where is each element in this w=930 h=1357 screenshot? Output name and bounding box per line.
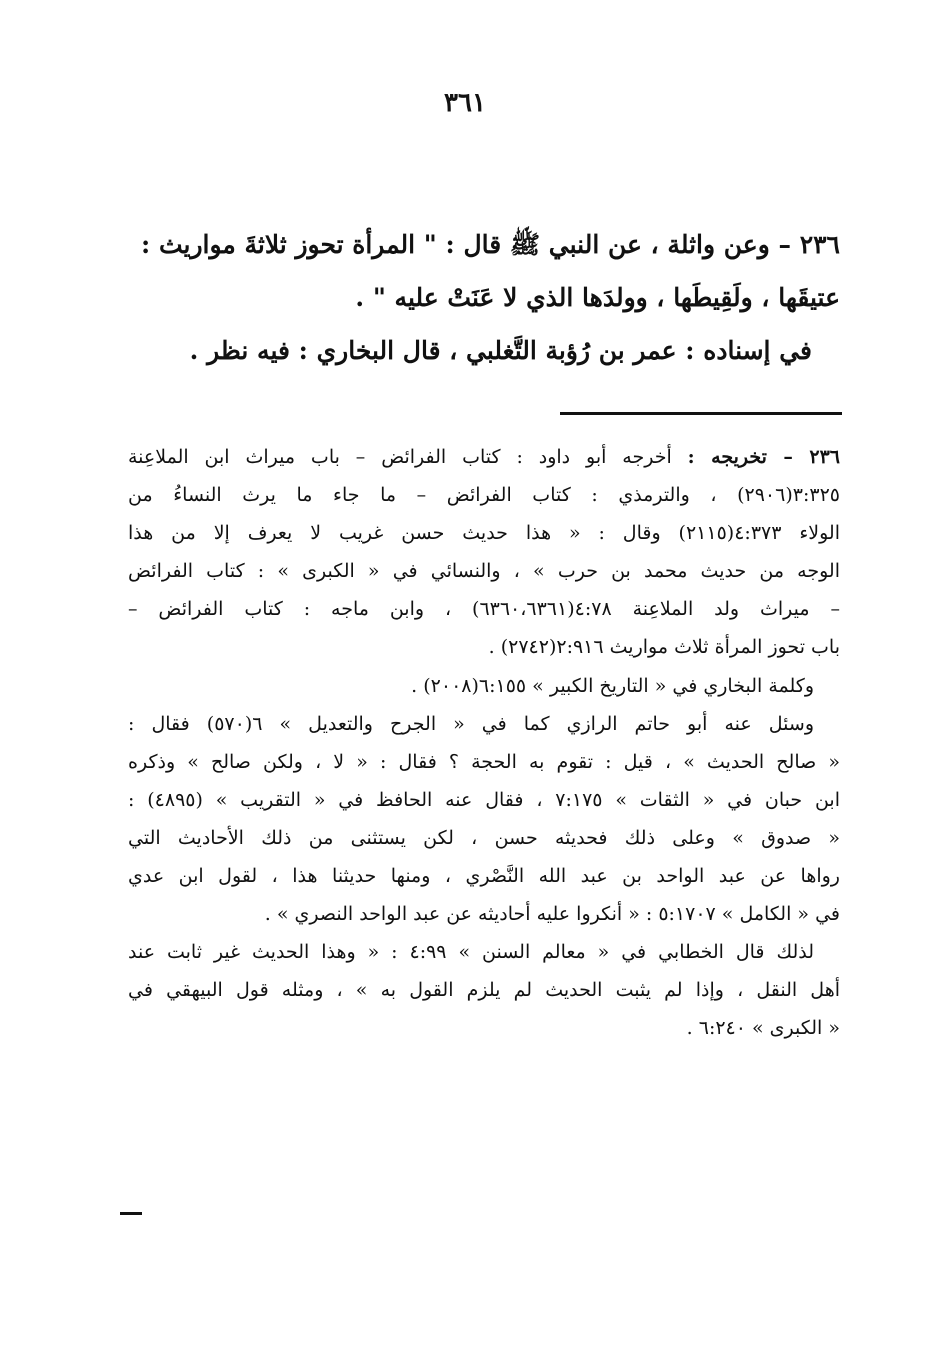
footnote-line: باب تحوز المرأة ثلاث مواريث ٢:٩١٦(٢٧٤٢) . — [488, 636, 840, 659]
footnote-line: ابن حبان في « الثقات » ٧:١٧٥ ، فقال عنه الحافظ في « التقريب » (٤٨٩٥) : — [128, 788, 840, 811]
footnote-label: ٢٣٦ – تخريجه : — [687, 446, 840, 468]
footnote-line: في « الكامل » ٥:١٧٠٧ : « أنكروا عليه أحاديثه عن عبد الواحد النصري » . — [264, 903, 840, 926]
continuation-mark — [120, 1212, 142, 1215]
footnote-line: الوجه من حديث محمد بن حرب » ، والنسائي في « الكبرى » : كتاب الفرائض — [128, 560, 840, 583]
footnote-line: – ميراث ولد الملاعِنة ٤:٧٨(٦٣٦٠،٦٣٦١) ، وابن ماجه : كتاب الفرائض – — [128, 598, 840, 621]
footnote-line: وكلمة البخاري في « التاريخ الكبير » ٦:١٥٥(٢٠٠٨) . — [411, 674, 814, 697]
footnote-line: أهل النقل ، وإذا لم يثبت الحديث لم يلزم القول به » ، ومثله قول البيهقي في — [128, 979, 840, 1002]
footnote-line: « الكبرى » ٦:٢٤٠ . — [686, 1017, 840, 1040]
footnote-line: لذلك قال الخطابي في « معالم السنن » ٤:٩٩ : « وهذا الحديث غير ثابت عند — [128, 941, 815, 964]
page-number: ٣٦١ — [444, 88, 486, 118]
footnote-line — [128, 438, 840, 476]
footnote-line: ٣:٣٢٥(٢٩٠٦) ، والترمذي : كتاب الفرائض – ما جاء ما يرث النساءُ من — [128, 484, 840, 507]
hadith-line: ٢٣٦ – وعن واثلة ، عن النبي ﷺ قال : " المرأة تحوز ثلاثةَ مواريث : — [141, 230, 840, 259]
footnote-text: أخرجه أبو داود : كتاب الفرائض – باب ميراث ابن الملاعِنة — [128, 446, 688, 468]
footnote-line: الولاء ٤:٣٧٣(٢١١٥) وقال : « هذا حديث حسن غريب لا يعرف إلا من هذا — [128, 522, 840, 545]
footnote-line: وسئل عنه أبو حاتم الرازي كما في « الجرح والتعديل » ٦(٥٧٠) فقال : — [128, 712, 815, 735]
footnote-line: رواها عن عبد الواحد بن عبد الله النَّصْري ، ومنها حديثنا هذا ، لقول ابن عدي — [128, 865, 840, 888]
footnote-line: « صدوق » وعلى ذلك فحديثه حسن ، لكن يستثنى من ذلك الأحاديث التي — [128, 826, 840, 849]
footnote-divider — [560, 412, 842, 415]
footnote-line: « صالح الحديث » ، قيل : تقوم به الحجة ؟ فقال : « لا ، ولكن صالح » وذكره — [128, 750, 840, 773]
footnotes — [128, 438, 840, 1048]
hadith-line: في إسناده : عمر بن رُؤبة التَّغلبي ، قال البخاري : فيه نظر . — [189, 336, 812, 365]
hadith-line: عتيقَها ، ولَقِيطَها ، وولدَها الذي لا عَنَتْ عليه " . — [355, 283, 840, 312]
hadith-text — [128, 218, 840, 377]
